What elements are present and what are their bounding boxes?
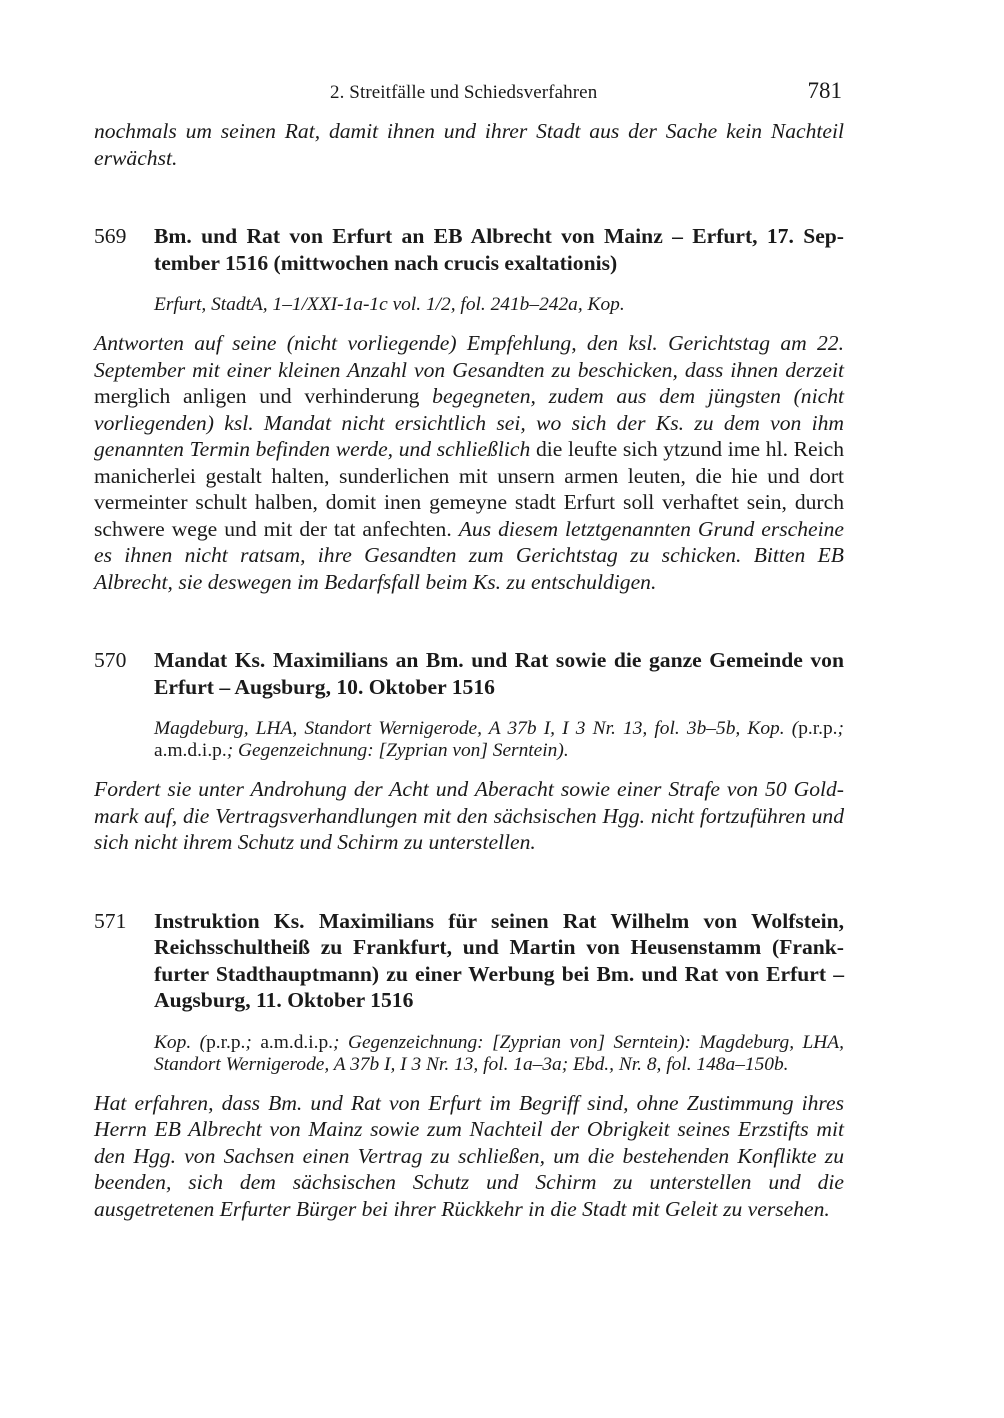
entry-number: 569: [94, 224, 127, 248]
entry-569: [94, 223, 844, 595]
running-title: 2. Streitfälle und Schiedsverfahren: [330, 82, 598, 103]
abbreviation: a.m.d.i.p.: [154, 740, 227, 761]
abbreviation: p.r.p.: [206, 1031, 246, 1053]
entry-571: [94, 908, 844, 1223]
continuation-paragraph: nochmals um seinen Rat, damit ihnen und ihrer Stadt aus der Sache kein Nachteil erwächst.: [94, 119, 844, 170]
source-text: ; Gegenzeichnung: [Zyprian von] Serntein).: [226, 740, 569, 761]
entry-title: Instruktion Ks. Maximilians für seinen Rat Wilhelm von Wolfstein, Reichsschultheiß zu Frankfurt, und Martin von Heusenstamm (Frankfurter Stadthauptmann) zu einer Werbung bei Bm. und Rat von Erfurt – Augsburg, 11. Oktober 1516: [154, 908, 844, 1012]
source-text: Kop. (: [154, 1031, 207, 1053]
regest-paragraph: Fordert sie unter Androhung der Acht und Aberacht sowie einer Strafe von 50 Goldmark auf, die Vertragsverhandlungen mit den sächsischen Hgg. nicht fortzuführen und sich nicht ihrem Schutz und Schirm zu unterstellen.: [94, 777, 844, 854]
quoted-text: merglich anligen und verhinderung: [94, 384, 420, 408]
abbreviation: p.r.p.: [798, 718, 838, 739]
source-reference: [154, 718, 844, 762]
entry-number: 571: [94, 908, 127, 933]
regest-paragraph: Hat erfahren, dass Bm. und Rat von Erfurt im Begriff sind, ohne Zustimmung ihres Herrn EB Albrecht von Mainz sowie zum Nachteil der Obrigkeit seines Erzstifts mit den Hgg. von Sachsen einen Vertrag zu schließen, um die bestehenden Konflikte zu beenden, sich dem sächsischen Schutz und Schirm zu unterstellen und die ausgetretenen Erfurter Bürger bei ihrer Rückkehr in die Stadt mit Geleit zu versehen.: [94, 1090, 844, 1221]
regest-paragraph: [94, 330, 844, 595]
entry-heading: [94, 647, 844, 700]
separator: ;: [245, 1031, 252, 1053]
quoted-text: die leufte sich ytzund ime hl. Reich manicherlei gestalt halten, sunderlichen mit unsern armen leuten, die hie und dort vermeinter schult halben, domit inen gemeyne stadt Erfurt soll verhaftet sein, durch schwere wege und mit der tat anfechten.: [94, 437, 844, 541]
regest-text: Antworten auf seine (nicht vorliegende) Empfehlung, den ksl. Gerichtstag am 22. September mit einer kleinen Anzahl von Gesandten zu beschicken, dass ihnen derzeit: [94, 331, 844, 382]
separator: ;: [837, 718, 844, 739]
entry-title: Bm. und Rat von Erfurt an EB Albrecht von Mainz – Erfurt, 17. September 1516 (mittwochen nach crucis exaltationis): [154, 224, 844, 275]
source-reference: [154, 1032, 844, 1076]
source-text: Magdeburg, LHA, Standort Wernigerode, A 37b I, I 3 Nr. 13, fol. 3b–5b, Kop. (: [154, 718, 799, 739]
page-header: [94, 78, 844, 108]
abbreviation: a.m.d.i.p.: [260, 1031, 334, 1053]
page-number: 781: [807, 78, 842, 103]
source-text: ; Gegenzeichnung: [Zyprian von] Serntein): Magdeburg, LHA, Standort Wernigerode, A 37b I, I 3 Nr. 13, fol. 1a–3a; Ebd., Nr. 8, fol. 148a–150b.: [154, 1031, 844, 1075]
entry-heading: [94, 223, 844, 276]
regest-text: Aus diesem letztgenannten Grund erscheine es ihnen nicht ratsam, ihre Gesandten zum Gerichtstag zu schicken. Bitten EB Albrecht, sie deswegen im Bedarfsfall beim Ks. zu entschuldigen.: [94, 516, 844, 594]
source-reference: Erfurt, StadtA, 1–1/XXI-1a-1c vol. 1/2, fol. 241b–242a, Kop.: [154, 294, 625, 315]
regest-text: begegneten, zudem aus dem jüngsten (nicht vorliegenden) ksl. Mandat nicht ersichtlich sei, wo sich der Ks. zu dem von ihm genannten Termin befinden werde, und schließlich: [94, 384, 844, 461]
entry-570: [94, 647, 844, 856]
entry-title: Mandat Ks. Maximilians an Bm. und Rat sowie die ganze Gemeinde von Erfurt – Augsburg, 10. Oktober 1516: [154, 648, 844, 699]
entry-heading: [94, 908, 844, 1014]
entry-number: 570: [94, 648, 127, 672]
page-content: [94, 118, 844, 1222]
